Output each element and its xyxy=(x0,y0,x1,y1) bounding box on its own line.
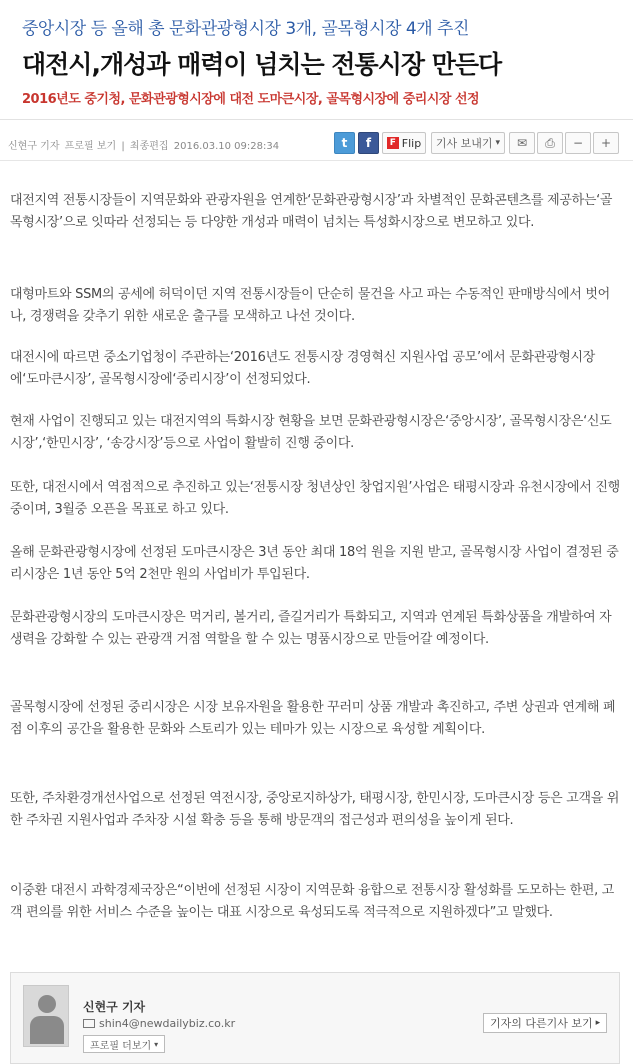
send-article-dropdown[interactable] xyxy=(431,132,505,154)
byline-edited-time: 2016.03.10 09:28:34 xyxy=(173,141,280,152)
article-paragraph: 현재 사업이 진행되고 있는 대전지역의 특화시장 현황을 보면 문화관광형시장은‘중앙시장’, 골목형시장은‘신도시장’,‘한민시장’, ‘송강시장’등으로 사업이 활발히 진행 중이다. xyxy=(10,414,612,451)
avatar xyxy=(23,985,69,1047)
avatar-body-shape xyxy=(30,1016,64,1044)
header-divider xyxy=(0,119,633,120)
envelope-icon xyxy=(83,1019,95,1028)
article-paragraph: 이중환 대전시 과학경제국장은“이번에 선정된 시장이 지역문화 융합으로 전통시장 활성화를 도모하는 한편, 고객 편의를 위한 서비스 수준을 높이는 대표 시장으로 육성되도록 적극적으로 지원하겠다”고 말했다. xyxy=(10,883,615,920)
print-icon: ⎙ xyxy=(545,135,555,150)
article-paragraph: 또한, 주차환경개선사업으로 선정된 역전시장, 중앙로지하상가, 태평시장, 한민시장, 도마큰시장 등은 고객을 위한 주차권 지원사업과 주차장 시설 확충 등을 통해 방문객의 접근성과 편의성을 높이게 된다. xyxy=(10,791,620,828)
article-paragraph: 대형마트와 SSM의 공세에 허덕이던 지역 전통시장들이 단순히 물건을 사고 파는 수동적인 판매방식에서 벗어나, 경쟁력을 갖추기 위한 새로운 출구를 모색하고 나선 것이다. xyxy=(10,287,610,324)
article-kicker: 중앙시장 등 올해 총 문화관광형시장 3개, 골목형시장 4개 추진 xyxy=(22,19,469,39)
font-increase-button[interactable] xyxy=(593,132,619,154)
byline-separator: | xyxy=(121,141,125,152)
byline xyxy=(8,137,281,152)
byline-profile-link[interactable]: 프로필 보기 xyxy=(64,141,117,152)
email-button[interactable] xyxy=(509,132,535,154)
font-decrease-button[interactable] xyxy=(565,132,591,154)
article-paragraph: 대전시에 따르면 중소기업청이 주관하는‘2016년도 전통시장 경영혁신 지원사업 공모’에서 문화관광형시장에‘도마큰시장’, 골목형시장에‘중리시장’이 선정되었다. xyxy=(10,350,596,387)
twitter-icon: t xyxy=(341,136,348,150)
article-paragraph: 올해 문화관광형시장에 선정된 도마큰시장은 3년 동안 최대 18억 원을 지원 받고, 골목형시장 사업이 결정된 중리시장은 1년 동안 5억 2천만 원의 사업비가 투입된다. xyxy=(10,545,619,582)
profile-more-label: 프로필 더보기 xyxy=(90,1040,152,1052)
meta-divider xyxy=(0,160,633,161)
article-paragraph: 대전지역 전통시장들이 지역문화와 관광자원을 연계한‘문화관광형시장’과 차별적인 문화콘텐츠를 제공하는‘골목형시장’으로 잇따라 선정되는 등 다양한 개성과 매력이 넘치는 특성화시장으로 변모하고 있다. xyxy=(10,193,613,230)
send-article-label: 기사 보내기 xyxy=(435,137,493,150)
article-paragraph: 골목형시장에 선정된 중리시장은 시장 보유자원을 활용한 꾸러미 상품 개발과 촉진하고, 주변 상권과 연계해 폐점 이후의 공간을 활용한 문화와 스토리가 있는 테마가 있는 시장으로 육성할 계획이다. xyxy=(10,700,616,737)
article-subtitle: 2016년도 중기청, 문화관광형시장에 대전 도마큰시장, 골목형시장에 중리시장 선정 xyxy=(22,92,480,107)
other-articles-button[interactable] xyxy=(483,1013,607,1033)
facebook-share-button[interactable] xyxy=(358,132,379,154)
article-paragraph: 문화관광형시장의 도마큰시장은 먹거리, 볼거리, 즐길거리가 특화되고, 지역과 연계된 특화상품을 개발하여 자생력을 강화할 수 있는 관광객 거점 역할을 할 수 있는 명품시장으로 만들어갈 예정이다. xyxy=(10,610,612,647)
reporter-email-text: shin4@newdailybiz.co.kr xyxy=(99,1017,236,1030)
reporter-name: 신현구 기자 xyxy=(83,1000,146,1014)
byline-author[interactable]: 신현구 기자 xyxy=(8,141,60,152)
profile-more-button[interactable] xyxy=(83,1035,165,1053)
flip-label: Flip xyxy=(401,136,422,150)
article-header xyxy=(0,0,633,120)
chevron-down-icon: ▾ xyxy=(154,1039,159,1049)
reporter-email[interactable] xyxy=(83,1017,235,1030)
article-title: 대전시,개성과 매력이 넘치는 전통시장 만든다 xyxy=(22,50,502,79)
flipboard-icon: F xyxy=(387,137,399,149)
facebook-icon: f xyxy=(365,136,372,150)
article-paragraph: 또한, 대전시에서 역점적으로 추진하고 있는‘전통시장 청년상인 창업지원’사업은 태평시장과 유천시장에서 진행 중이며, 3월중 오픈을 목표로 하고 있다. xyxy=(10,480,620,517)
twitter-share-button[interactable] xyxy=(334,132,355,154)
byline-edit-label: 최종편집 xyxy=(129,141,169,152)
minus-icon: − xyxy=(572,136,584,150)
article-meta-bar xyxy=(0,128,633,160)
chevron-down-icon: ▾ xyxy=(495,138,501,148)
avatar-head-shape xyxy=(38,995,56,1013)
chevron-right-icon: ▸ xyxy=(595,1018,601,1028)
flip-share-button[interactable] xyxy=(382,132,426,154)
reporter-card xyxy=(10,972,620,1064)
other-articles-label: 기자의 다른기사 보기 xyxy=(490,1017,593,1030)
plus-icon: + xyxy=(600,136,612,150)
print-button[interactable] xyxy=(537,132,563,154)
mail-icon: ✉ xyxy=(516,136,528,150)
